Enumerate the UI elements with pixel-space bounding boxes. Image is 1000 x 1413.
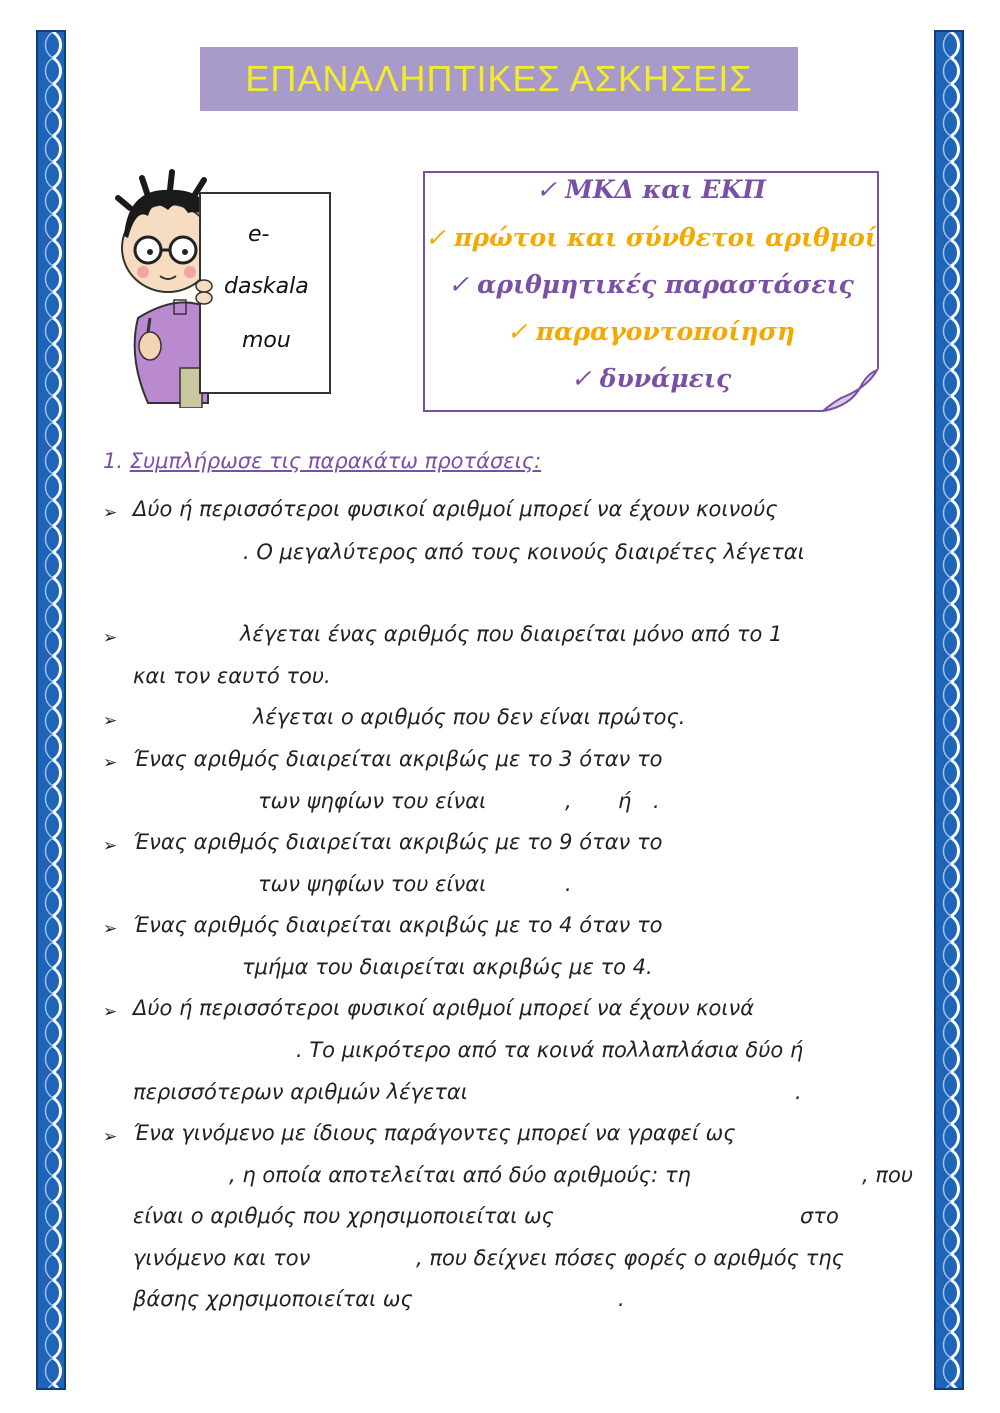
- sentence-text: ,: [565, 789, 572, 813]
- sentence-text: είναι ο αριθμός που χρησιμοποιείται ως: [133, 1204, 554, 1228]
- check-icon: ✓: [570, 364, 592, 393]
- sentence-text: Ένα γινόμενο με ίδιους παράγοντες μπορεί να γραφεί ως: [133, 1121, 736, 1145]
- bullet-icon: ➢: [103, 836, 118, 856]
- sentence-text: βάσης χρησιμοποιείται ως: [133, 1287, 413, 1311]
- sentence-text: λέγεται ένας αριθμός που διαιρείται μόνο από το 1: [240, 622, 783, 646]
- sentence-text: . Ο μεγαλύτερος από τους κοινούς διαιρέτες λέγεται: [243, 540, 805, 564]
- wave-pattern-icon: [38, 32, 66, 1390]
- right-wave-border: [934, 30, 964, 1390]
- sentence-text: και τον εαυτό του.: [133, 664, 331, 688]
- sentence-text: των ψηφίων του είναι: [258, 872, 487, 896]
- sign-text-line3: mou: [242, 328, 291, 353]
- sentence-text: .: [795, 1080, 802, 1104]
- sentence-text: Ένας αριθμός διαιρείται ακριβώς με το 4 όταν το: [133, 913, 663, 937]
- sentence-text: Ένας αριθμός διαιρείται ακριβώς με το 9 όταν το: [133, 830, 663, 854]
- bullet-icon: ➢: [103, 919, 118, 939]
- sentence-text: .: [565, 872, 572, 896]
- exercise-number: 1.: [103, 449, 124, 473]
- sentence-text: περισσότερων αριθμών λέγεται: [133, 1080, 468, 1104]
- sentence-text: .: [618, 1287, 625, 1311]
- sentence-text: , που: [862, 1163, 913, 1187]
- topics-note: [423, 171, 879, 412]
- left-wave-border: [36, 30, 66, 1390]
- check-icon: ✓: [536, 175, 558, 204]
- topic-item: ✓ παραγοντοποίηση: [506, 317, 796, 346]
- topic-item: ✓ αριθμητικές παραστάσεις: [448, 270, 854, 299]
- sentence-text: Δύο ή περισσότεροι φυσικοί αριθμοί μπορεί να έχουν κοινά: [133, 996, 755, 1020]
- page-curl-icon: [821, 368, 879, 412]
- check-icon: ✓: [506, 317, 528, 346]
- bullet-icon: ➢: [103, 711, 118, 731]
- sentence-text: των ψηφίων του είναι: [258, 789, 487, 813]
- exercise-heading: [103, 449, 541, 473]
- check-icon: ✓: [448, 270, 470, 299]
- sentence-text: . Το μικρότερο από τα κοινά πολλαπλάσια δύο ή: [296, 1038, 804, 1062]
- sign-text-line2: daskala: [224, 274, 309, 299]
- sentence-text: , η οποία αποτελείται από δύο αριθμούς: τη: [229, 1163, 691, 1187]
- page-title: ΕΠΑΝΑΛΗΠΤΙΚΕΣ ΑΣΚΗΣΕΙΣ: [245, 58, 753, 99]
- sign-text-line1: e-: [248, 222, 270, 247]
- topic-item: ✓ δυνάμεις: [570, 364, 732, 393]
- topic-item: ✓ ΜΚΔ και ΕΚΠ: [536, 175, 766, 204]
- bullet-icon: ➢: [103, 753, 118, 773]
- sentence-text: λέγεται ο αριθμός που δεν είναι πρώτος.: [253, 705, 686, 729]
- sentence-text: .: [653, 789, 660, 813]
- sentence-text: Δύο ή περισσότεροι φυσικοί αριθμοί μπορεί να έχουν κοινούς: [133, 497, 778, 521]
- sentence-text: , που δείχνει πόσες φορές ο αριθμός της: [416, 1246, 844, 1270]
- exercise-heading-text: Συμπλήρωσε τις παρακάτω προτάσεις:: [129, 449, 542, 473]
- bullet-icon: ➢: [103, 628, 118, 648]
- bullet-icon: ➢: [103, 1127, 118, 1147]
- sentence-text: τμήμα του διαιρείται ακριβώς με το 4.: [242, 955, 653, 979]
- topic-item: ✓ πρώτοι και σύνθετοι αριθμοί: [425, 223, 877, 252]
- sentence-text: Ένας αριθμός διαιρείται ακριβώς με το 3 όταν το: [133, 747, 663, 771]
- sentence-text: στο: [800, 1204, 839, 1228]
- sentence-text: γινόμενο και τον: [133, 1246, 311, 1270]
- title-banner: [200, 47, 798, 111]
- wave-pattern-icon: [936, 32, 964, 1390]
- bullet-icon: ➢: [103, 503, 118, 523]
- check-icon: ✓: [425, 223, 447, 252]
- sentence-text: ή: [618, 789, 632, 813]
- bullet-icon: ➢: [103, 1002, 118, 1022]
- character-illustration: [108, 168, 343, 408]
